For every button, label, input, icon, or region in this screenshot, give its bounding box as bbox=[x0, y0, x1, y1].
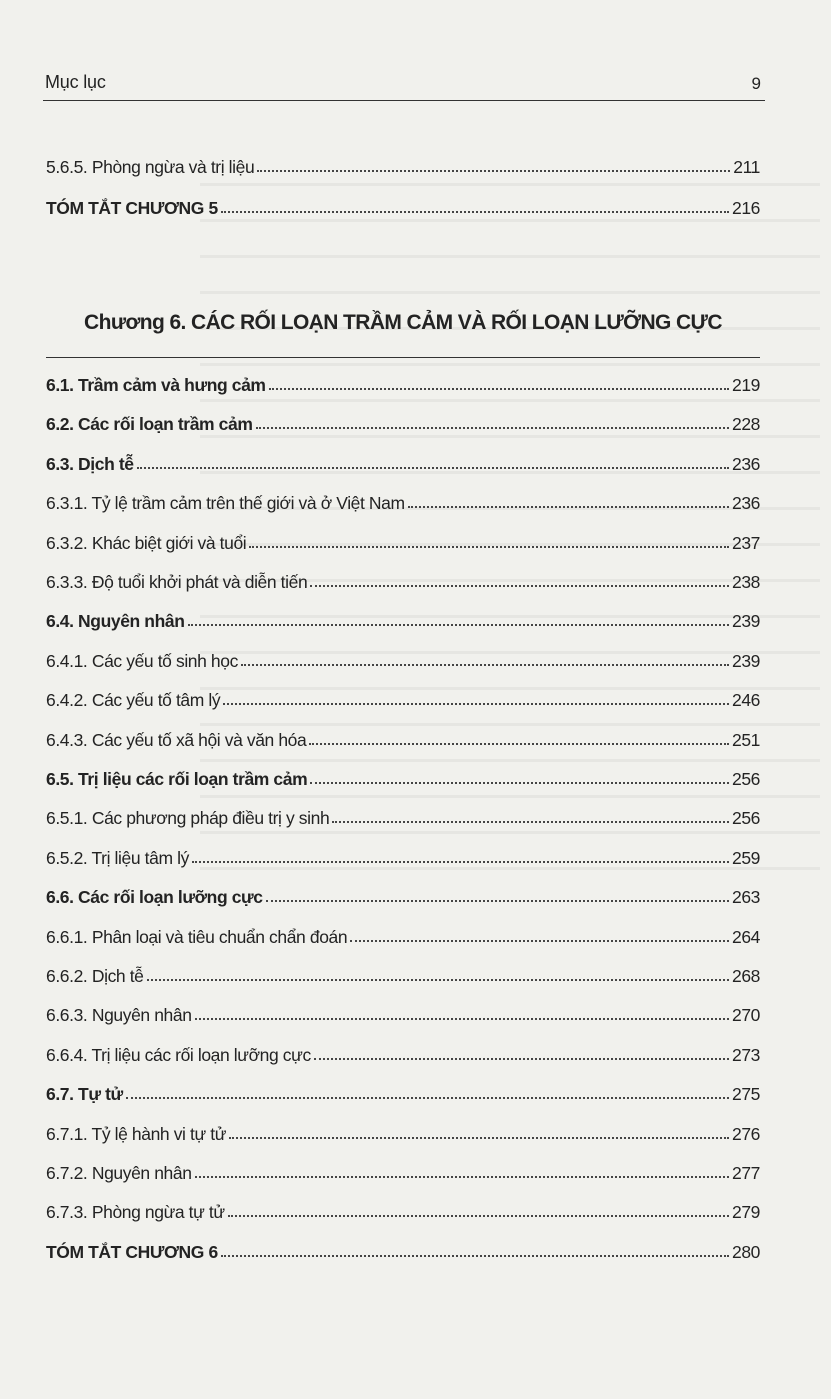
dot-leader bbox=[147, 978, 729, 981]
toc-entry-page: 256 bbox=[732, 808, 760, 828]
toc-entry-label: 6.3.2. Khác biệt giới và tuổi bbox=[46, 533, 247, 553]
dot-leader bbox=[309, 742, 729, 745]
toc-entry bbox=[46, 803, 760, 829]
toc-entry bbox=[46, 152, 760, 178]
toc-entry bbox=[46, 1000, 760, 1026]
dot-leader bbox=[126, 1096, 729, 1099]
toc-entry-page: 238 bbox=[732, 572, 760, 592]
toc-entry-label: 6.6. Các rối loạn lưỡng cực bbox=[46, 887, 263, 907]
toc-entry bbox=[46, 193, 760, 219]
toc-entry-label: 6.3.3. Độ tuổi khởi phát và diễn tiến bbox=[46, 572, 308, 592]
toc-entry-label: 6.5.2. Trị liệu tâm lý bbox=[46, 848, 189, 868]
header-page-number: 9 bbox=[751, 74, 761, 93]
dot-leader bbox=[188, 623, 730, 626]
dot-leader bbox=[350, 939, 729, 942]
toc-entry bbox=[46, 370, 760, 396]
chapter-divider bbox=[46, 357, 760, 358]
toc-entry bbox=[46, 528, 760, 554]
dot-leader bbox=[192, 860, 729, 863]
toc-entry-label: 6.3. Dịch tễ bbox=[46, 454, 134, 474]
toc-entry-page: 277 bbox=[732, 1163, 760, 1183]
dot-leader bbox=[221, 1254, 729, 1257]
dot-leader bbox=[269, 387, 729, 390]
toc-entry-label: 6.4.1. Các yếu tố sinh học bbox=[46, 651, 238, 671]
toc-entry bbox=[46, 961, 760, 987]
toc-entry bbox=[46, 646, 760, 672]
toc-entry-page: 246 bbox=[732, 690, 760, 710]
page-header bbox=[43, 66, 765, 101]
dot-leader bbox=[310, 584, 729, 587]
toc-entry-label: 6.7.1. Tỷ lệ hành vi tự tử bbox=[46, 1124, 227, 1144]
toc-entry-page: 279 bbox=[732, 1202, 760, 1222]
header-title: Mục lục bbox=[45, 72, 106, 92]
toc-entry bbox=[46, 922, 760, 948]
toc-entry-label: 6.7.2. Nguyên nhân bbox=[46, 1163, 192, 1183]
toc-entry-page: 264 bbox=[732, 927, 760, 947]
toc-entry bbox=[46, 1079, 760, 1105]
toc-entry-label: 6.7. Tự tử bbox=[46, 1084, 123, 1104]
toc-entry bbox=[46, 1040, 760, 1066]
toc-entry-label: 6.4.3. Các yếu tố xã hội và văn hóa bbox=[46, 730, 307, 750]
toc-entry-page: 270 bbox=[732, 1005, 760, 1025]
toc-entry-label: 6.1. Trầm cảm và hưng cảm bbox=[46, 375, 266, 395]
toc-entry bbox=[46, 1197, 760, 1223]
dot-leader bbox=[256, 426, 730, 429]
dot-leader bbox=[223, 702, 729, 705]
toc-entry-page: 280 bbox=[732, 1242, 760, 1262]
toc-entry-page: 228 bbox=[732, 414, 760, 434]
toc-entry bbox=[46, 606, 760, 632]
toc-entry bbox=[46, 409, 760, 435]
toc-entry-label: 6.5. Trị liệu các rối loạn trầm cảm bbox=[46, 769, 308, 789]
toc-entry-page: 268 bbox=[732, 966, 760, 986]
dot-leader bbox=[332, 820, 729, 823]
toc-entry bbox=[46, 488, 760, 514]
toc-entry-page: 211 bbox=[733, 157, 760, 177]
toc-entry bbox=[46, 1119, 760, 1145]
dot-leader bbox=[229, 1136, 729, 1139]
toc-entry-label: 6.2. Các rối loạn trầm cảm bbox=[46, 414, 253, 434]
toc-entry-page: 259 bbox=[732, 848, 760, 868]
dot-leader bbox=[257, 169, 730, 172]
toc-entry-label: 6.4. Nguyên nhân bbox=[46, 611, 185, 631]
toc-entry-page: 275 bbox=[732, 1084, 760, 1104]
toc-entry bbox=[46, 882, 760, 908]
toc-entry-page: 273 bbox=[732, 1045, 760, 1065]
toc-entry-label: 5.6.5. Phòng ngừa và trị liệu bbox=[46, 157, 255, 177]
toc-entry bbox=[46, 685, 760, 711]
dot-leader bbox=[310, 781, 729, 784]
toc-entry bbox=[46, 449, 760, 475]
chapter-title: Chương 6. CÁC RỐI LOẠN TRẦM CẢM VÀ RỐI LOẠN LƯỠNG CỰC bbox=[84, 311, 722, 334]
toc-entry bbox=[46, 725, 760, 751]
toc-entry bbox=[46, 1158, 760, 1184]
toc-entry-page: 263 bbox=[732, 887, 760, 907]
toc-entry-page: 237 bbox=[732, 533, 760, 553]
dot-leader bbox=[266, 899, 729, 902]
dot-leader bbox=[195, 1175, 729, 1178]
dot-leader bbox=[228, 1214, 729, 1217]
toc-entry-label: 6.5.1. Các phương pháp điều trị y sinh bbox=[46, 808, 330, 828]
toc-entry-label: 6.6.1. Phân loại và tiêu chuẩn chẩn đoán bbox=[46, 927, 348, 947]
toc-entry bbox=[46, 1237, 760, 1263]
dot-leader bbox=[195, 1017, 729, 1020]
toc-entry-page: 239 bbox=[732, 611, 760, 631]
toc-entry-page: 236 bbox=[732, 454, 760, 474]
toc-entry-label: 6.6.4. Trị liệu các rối loạn lưỡng cực bbox=[46, 1045, 311, 1065]
toc-entry-page: 236 bbox=[732, 493, 760, 513]
toc-entry-label: 6.6.3. Nguyên nhân bbox=[46, 1005, 192, 1025]
dot-leader bbox=[241, 663, 729, 666]
toc-entry-label: 6.4.2. Các yếu tố tâm lý bbox=[46, 690, 221, 710]
toc-entry bbox=[46, 843, 760, 869]
dot-leader bbox=[314, 1057, 729, 1060]
toc-entry-label: TÓM TẮT CHƯƠNG 5 bbox=[46, 198, 218, 218]
toc-entry bbox=[46, 567, 760, 593]
dot-leader bbox=[137, 466, 729, 469]
toc-entry-page: 239 bbox=[732, 651, 760, 671]
toc-entry-label: 6.3.1. Tỷ lệ trầm cảm trên thế giới và ở Việt Nam bbox=[46, 493, 405, 513]
toc-entry-page: 276 bbox=[732, 1124, 760, 1144]
toc-entry bbox=[46, 764, 760, 790]
dot-leader bbox=[249, 545, 729, 548]
toc-entry-page: 256 bbox=[732, 769, 760, 789]
toc-entry-page: 216 bbox=[732, 198, 760, 218]
toc-entry-label: 6.6.2. Dịch tễ bbox=[46, 966, 144, 986]
dot-leader bbox=[221, 210, 729, 213]
dot-leader bbox=[408, 505, 729, 508]
toc-entry-label: TÓM TẮT CHƯƠNG 6 bbox=[46, 1242, 218, 1262]
toc-entry-page: 251 bbox=[732, 730, 760, 750]
toc-entry-label: 6.7.3. Phòng ngừa tự tử bbox=[46, 1202, 225, 1222]
toc-entry-page: 219 bbox=[732, 375, 760, 395]
